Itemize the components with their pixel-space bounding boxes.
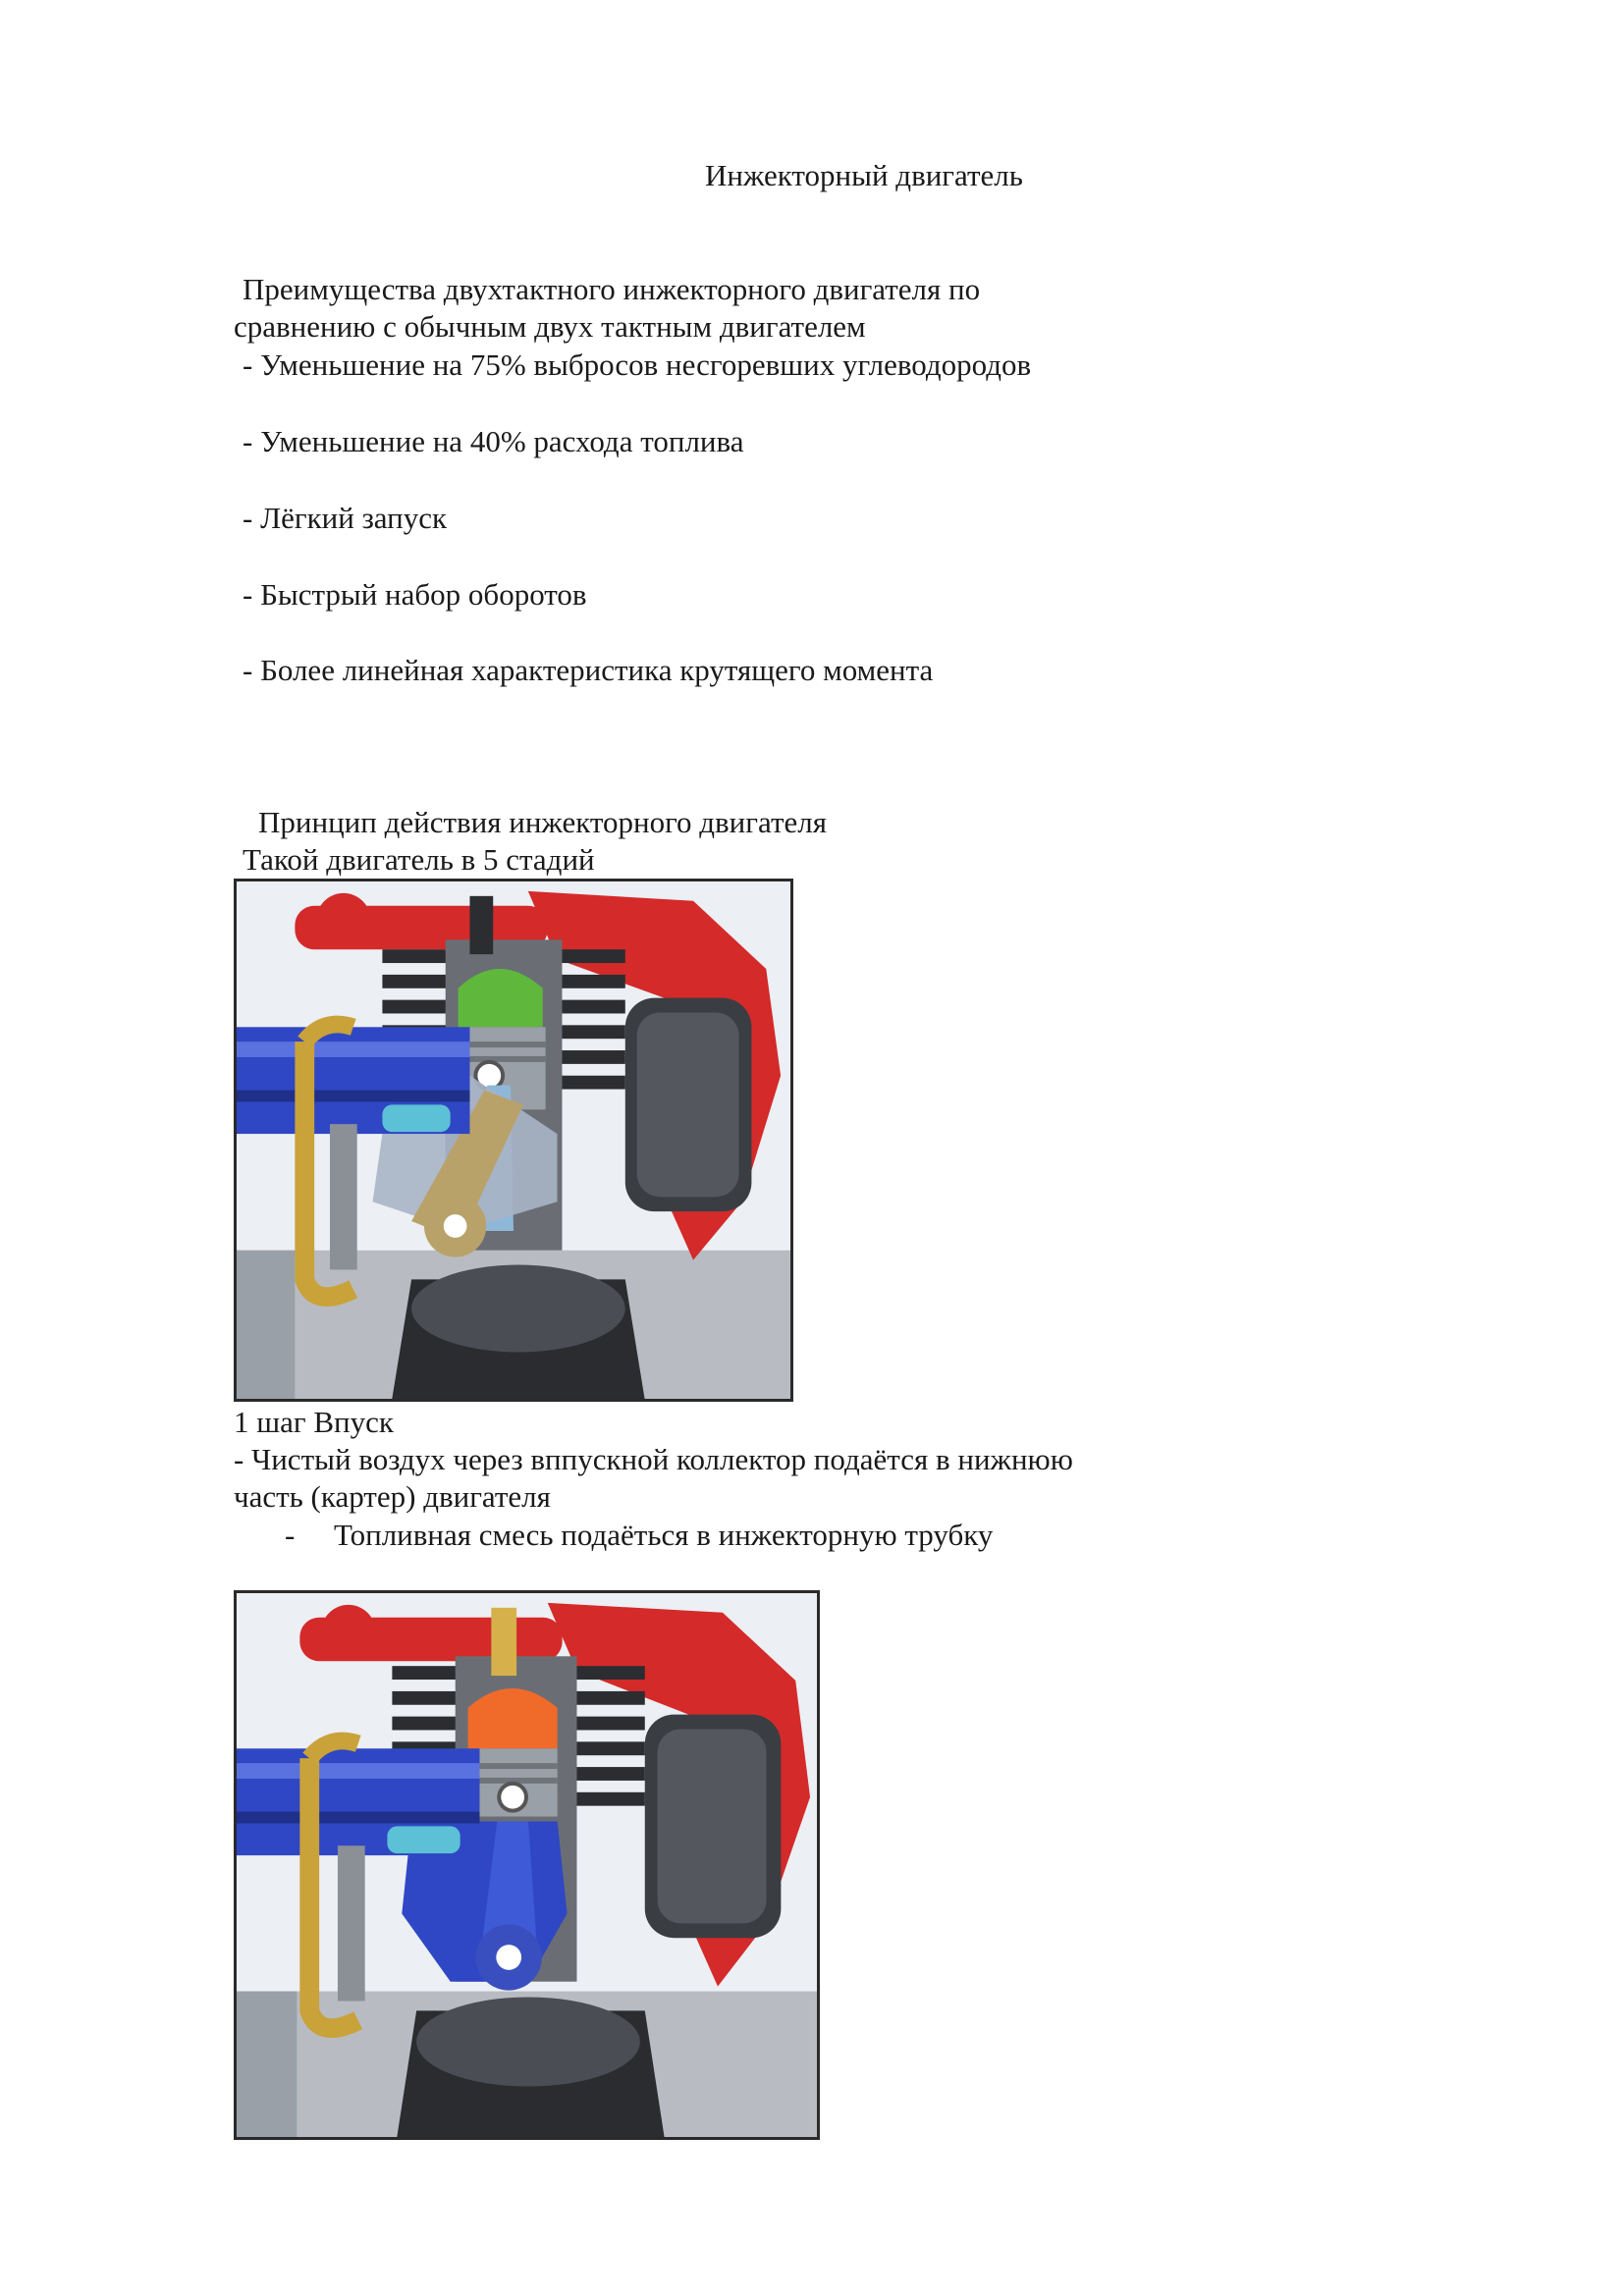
step1-description-line2: часть (картер) двигателя: [234, 1479, 551, 1514]
advantage-item: - Уменьшение на 40% расхода топлива: [243, 424, 744, 458]
advantages-heading-line1: Преимущества двухтактного инжекторного двигателя по: [243, 272, 981, 306]
engine-diagram-intake: [234, 879, 793, 1402]
advantage-item: - Лёгкий запуск: [243, 501, 448, 535]
step1-bullet-marker: -: [285, 1518, 296, 1552]
advantage-item: - Быстрый набор оборотов: [243, 577, 587, 612]
step1-description-line1: - Чистый воздух через вппускной коллектор подаётся в нижнюю: [234, 1442, 1073, 1476]
advantages-heading-line2: сравнению с обычным двух тактным двигателем: [234, 309, 866, 344]
principle-subheading: Такой двигатель в 5 стадий: [243, 842, 595, 877]
page-title: Инжекторный двигатель: [705, 158, 1023, 192]
engine-diagram-combustion: [234, 1590, 820, 2140]
advantage-item: - Уменьшение на 75% выбросов несгоревших углеводородов: [243, 347, 1032, 382]
advantage-item: - Более линейная характеристика крутящего момента: [243, 653, 934, 687]
principle-heading: Принцип действия инжекторного двигателя: [258, 805, 827, 839]
step1-bullet-text: Топливная смесь подаёться в инжекторную трубку: [334, 1518, 994, 1552]
step1-title: 1 шаг Впуск: [234, 1405, 394, 1439]
